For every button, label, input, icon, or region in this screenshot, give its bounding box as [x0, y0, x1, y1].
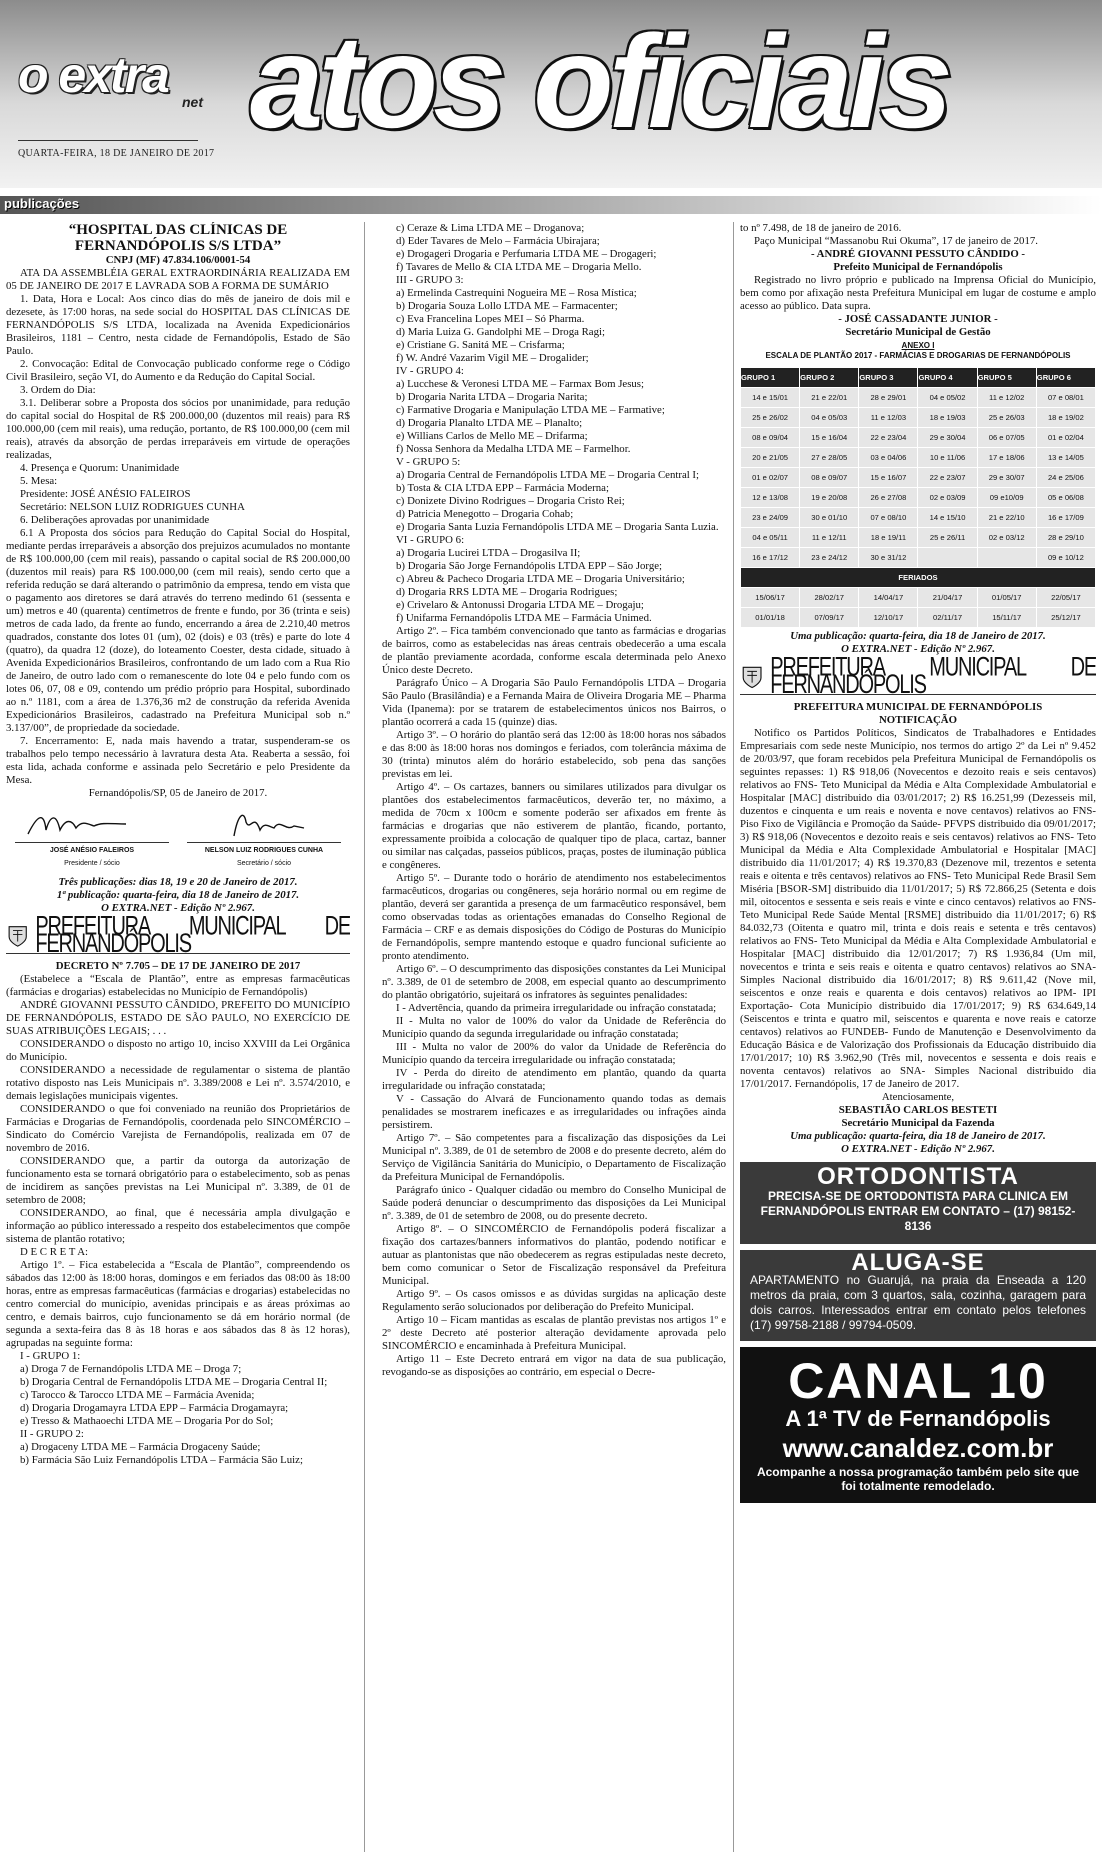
table-cell: 08 e 09/07 — [800, 468, 859, 488]
table-cell: 02/11/17 — [918, 608, 977, 628]
table-cell: 01/05/17 — [977, 588, 1036, 608]
list-item: c) Tarocco & Tarocco LTDA ME – Farmácia Avenida; — [20, 1389, 255, 1401]
table-row — [741, 508, 1096, 528]
ad-canal-10 — [740, 1347, 1096, 1503]
ad-title: ORTODONTISTA — [817, 1163, 1019, 1190]
article: Parágrafo único - Qualquer cidadão ou membro do Conselho Municipal de Saúde poderá denunciar o descumprimento das disposições da Lei Municipal nº. 3.389, de 01 de setembro de 2008, ou do presente decreto. — [382, 1184, 726, 1222]
paragraph: Registrado no livro próprio e publicado na Imprensa Oficial do Município, bem como por afixação nesta Prefeitura Municipal em lugar de costume e amplo acesso ao público. Data supra. — [740, 274, 1096, 312]
paragraph: CONSIDERANDO, ao final, que é necessária ampla divulgação e informação ao público interessado a respeito dos estabelecimentos que compõe sistema de plantão rotativo; — [6, 1207, 350, 1245]
newspaper-logo: o extra — [18, 47, 168, 103]
table-row — [741, 388, 1096, 408]
article: Artigo 7º. – São competentes para a fiscalização das disposições da Lei Municipal nº. 3.389, de 01 de setembro de 2008 e do presente decreto, além do Serviço de Vigilância Sanitária do Município, o Departamento de Fiscalização da Prefeitura Municipal de Fernandópolis. — [382, 1132, 726, 1183]
ad-subtitle: A 1ª TV de Fernandópolis — [785, 1406, 1051, 1431]
table-cell: 07/09/17 — [800, 608, 859, 628]
paragraph: 1. Data, Hora e Local: Aos cinco dias do mês de janeiro de dois mil e dezesete, às 17:00 horas, na sede social do HOSPITAL DAS CLÍNICAS DE FERNANDÓPOLIS S/S LTDA, localizada na Avenida Expedicionários Brasileiros, 1181 – Centro, nesta cidade de Fernandópolis, Estado de São Paulo. — [6, 293, 350, 357]
table-cell: 25 e 26/11 — [918, 528, 977, 548]
table-row — [741, 468, 1096, 488]
prefeitura-banner-text: PREFEITURA MUNICIPAL DE FERNANDÓPOLIS — [770, 652, 1096, 700]
table-cell: 06 e 07/05 — [977, 428, 1036, 448]
group-heading: I - GRUPO 1: — [20, 1350, 81, 1362]
publications-bar — [0, 196, 1102, 214]
table-cell: 02 e 03/09 — [918, 488, 977, 508]
list-item: b) Drogaria São Jorge Fernandópolis LTDA EPP – São Jorge; — [396, 560, 663, 572]
table-cell: 22/05/17 — [1036, 588, 1095, 608]
table-cell: 23 e 24/12 — [800, 548, 859, 568]
paragraph: 3. Ordem do Dia: — [20, 384, 96, 396]
paragraph: 4. Presença e Quorum: Unanimidade — [20, 462, 180, 474]
publication-note: Três publicações: dias 18, 19 e 20 de Janeiro de 2017. — [58, 876, 298, 888]
article: Artigo 6º. – O descumprimento das disposições constantes da Lei Municipal nº. 3.389, de 01 de setembro de 2008, em especial quanto ao descumprimento do plantão obrigatório, sujeitará os infratores às seguintes penalidades: — [382, 963, 726, 1001]
table-cell: 22 e 23/04 — [859, 428, 918, 448]
paragraph: CONSIDERANDO o disposto no artigo 10, inciso XXVIII da Lei Orgânica do Município. — [6, 1038, 350, 1063]
column-3 — [740, 222, 1096, 1852]
table-cell: 14 e 15/01 — [741, 388, 800, 408]
table-cell: 03 e 04/06 — [859, 448, 918, 468]
table-row — [741, 488, 1096, 508]
publication-note: 1ª publicação: quarta-feira, dia 18 de Janeiro de 2017. — [56, 889, 300, 901]
schedule-table — [740, 367, 1096, 628]
table-cell: 15 e 16/07 — [859, 468, 918, 488]
table-cell: 20 e 21/05 — [741, 448, 800, 468]
mayor-role: Prefeito Municipal de Fernandópolis — [833, 261, 1003, 273]
ad-body: APARTAMENTO no Guarujá, na praia da Enseada a 120 metros da praia, com 3 quartos, sala, cozinha, garagem para dois carros. Interessados entrar em contato pelos telefones (17) 99758-2188 / 99794-0509. — [750, 1273, 1086, 1332]
list-item: d) Eder Tavares de Melo – Farmácia Ubirajara; — [396, 235, 600, 247]
table-cell: 04 e 05/11 — [741, 528, 800, 548]
article: Artigo 5º. – Durante todo o horário de atendimento nos estabelecimentos farmacêuticos, drogarias ou congêneres, seja horário normal ou em regime de plantão, deverá ser garantida a presença de um farmacêutico responsável, bem como observadas todas as orientações emanadas do Conselho Regional de Farmácia – CRF e as demais disposições do Código de Posturas do Município de Fernandópolis, sempre mantendo estoque e quadro funcional suficiente ao pronto atendimento. — [382, 872, 726, 962]
list-item: b) Tosta & CIA LTDA EPP – Farmácia Moderna; — [396, 482, 609, 494]
table-cell: 19 e 20/08 — [800, 488, 859, 508]
table-cell — [977, 548, 1036, 568]
table-cell: 13 e 14/05 — [1036, 448, 1095, 468]
article: I - Advertência, quando da primeira irregularidade ou infração constatada; — [396, 1002, 717, 1014]
group-heading: II - GRUPO 2: — [20, 1428, 84, 1440]
column-divider — [733, 222, 734, 1852]
hospital-title: “HOSPITAL DAS CLÍNICAS DE FERNANDÓPOLIS S/S LTDA” — [68, 222, 288, 254]
paragraph: 6.1 A Proposta dos sócios para Redução do Capital Social do Hospital, mediante perdas irreparáveis a absorção dos prejuizos acumulados no montante de R$ 100.000,00 (cem mil reais), passando o capital social de R$ 200.000,00 (duzentos mil reais) para R$ 100.000,00 (cem mil reais), sendo certo que a referida redução se dará alterando o patrimônio da empresa, tendo em vista que o pagamento aos diretores se dará através do terreno medindo 61 (sessenta e um) metros e 40 (quarenta) centímetros de frente e fundo, por 36 (trinta e seis) metros de cada lado, da frente ao fundo, encerrando a área de 2.210,40 metros quadrados, constante dos lotes 01 (um), 02 (dois) e 03 (três) e parte do lote 4 (quatro), da quadra 12 (doze), do loteamento Coester, desta cidade, situado à Avenida Expedicionários Brasileiros, confrontando de um lado com a Rua Rio de Janeiro, de outro lado com o remanescente do lote 04 e pelo fundo com os lotes 06, 07, 08 e 09, contendo um prédio próprio para Hospital, subordinado ao n.º 1181, com a área de 1.376,36 m2 de construção da referida Avenida Expedicionários Brasileiros, cadastrado na Prefeitura Municipal sob n.º 3.137/00”, de propriedade da sociedade. — [6, 527, 350, 734]
table-cell: 07 e 08/01 — [1036, 388, 1095, 408]
paragraph: D E C R E T A: — [20, 1246, 88, 1258]
column-header: GRUPO 2 — [800, 368, 859, 388]
table-row — [741, 428, 1096, 448]
list-item: b) Drogaria Souza Lollo LTDA ME – Farmacenter; — [396, 300, 618, 312]
prefeitura-banner — [6, 911, 350, 959]
publication-note: O EXTRA.NET - Edição Nº 2.967. — [101, 902, 255, 914]
paragraph: Artigo 1º. – Fica estabelecida a “Escala de Plantão”, compreendendo os sábados das 12:00 às 18:00 horas, domingos e em feriados das 08:00 às 18:00 horas, entre as empresas farmacêuticas (farmácias e drogarias) estabelecidas no centro comercial do município, avenidas principais e as áreas próximas ao centro, e demais bairros, cujo funcionamento se dá em horário normal (de segunda a sexta-feira das 8 às 18 horas e aos sábados das 8 às 12 horas), agrupadas na seguinte forma: — [6, 1259, 350, 1349]
list-item: a) Lucchese & Veronesi LTDA ME – Farmax Bom Jesus; — [396, 378, 644, 390]
decree-title: DECRETO Nº 7.705 – DE 17 DE JANEIRO DE 2017 — [55, 960, 301, 972]
article: Artigo 3º. – O horário do plantão será das 12:00 às 18:00 horas nos sábados e das 8:00 às 18:00 horas nos domingos e feriados, com tolerância máxima de 30 (trinta) minutos além do horário estabelecido, sob pena das sanções previstas em lei. — [382, 729, 726, 780]
table-cell: 11 e 12/03 — [859, 408, 918, 428]
secretary-role: Secretário Municipal da Fazenda — [841, 1117, 995, 1129]
table-cell: 01 e 02/07 — [741, 468, 800, 488]
paragraph: Secretário: NELSON LUIZ RODRIGUES CUNHA — [20, 501, 245, 513]
table-cell: 11 e 12/02 — [977, 388, 1036, 408]
paragraph: Presidente: JOSÉ ANÉSIO FALEIROS — [20, 488, 191, 500]
annex-label: ANEXO I — [901, 341, 935, 350]
list-item: e) Drogaria Santa Luzia Fernandópolis LTDA ME – Drogaria Santa Luzia. — [396, 521, 719, 533]
table-cell: 12 e 13/08 — [741, 488, 800, 508]
feriados-header-row — [741, 568, 1096, 588]
paragraph: CONSIDERANDO o que foi conveniado na reunião dos Proprietários de Farmácias e Drogarias de Fernandópolis, coordenada pelo SINCOMÉRCIO – Sindicato do Comércio Varejista de Fernandópolis, realizada em 07 de novembro de 2016. — [6, 1103, 350, 1154]
table-cell: 04 e 05/03 — [800, 408, 859, 428]
notification-body: Notifico os Partidos Políticos, Sindicatos de Trabalhadores e Entidades Empresariais com sede neste Município, nos termos do artigo 2º da Lei nº 9.452 de 20/03/97, que foram recebidos pela Prefeitura Municipal de Fernandópolis os seguintes repasses: 1) R$ 918,06 (Novecentos e dezoito reais e seis centavos) relativos ao FNS- Teto Municipal da Média e Alta Complexidade Ambulatorial e Hospitalar [MAC] distribuido dia 03/01/2017; 2) R$ 16.251,99 (Dezesseis mil, duzentos e cinquenta e um reais e noventa e nove centavos) relativos ao FNS- Piso Fixo de Vigilância e Promoção da Saúde- PFVPS distribuido dia 09/01/2017; 3) R$ 918,06 (Novecentos e dezoito reais e seis centavos) relativos ao FNS- Teto Municipal da Média e Alta Complexidade Ambulatorial e Hospitalar [MAC] distribuido dia 11/01/2017; 4) R$ 19.370,83 (Dezenove mil, trezentos e setenta reais e oitenta e três centavos) relativos ao FNS- Teto Municipal Rede Brasil Sem Miséria [BSOR-SM] distribuido dia 11/01/2017; 5) R$ 72.866,25 (Setenta e dois mil, oitocentos e sessenta e seis reais e vinte e cinco centavos) relativos ao FNS- Teto Municipal Rede Saúde Mental [RSME] distribuido dia 11/01/2017; 6) R$ 84.032,73 (Oitenta e quatro mil, trinta e dois reais e setenta e três centavos) relativos ao FNS- Teto Municipal da Média e Alta Complexidade Ambulatorial e Hospitalar [MAC] distribuido dia 12/01/2017; 7) R$ 1.936,84 (Um mil, novecentos e trinta e seis reais e oitenta e quatro centavos) relativos ao SNA- Simples Nacional distribuido dia 16/01/2017; 8) R$ 9.611,42 (Nove mil, seiscentos e onze reais e quarenta e dois centavos) relativos ao IPM- IPI Exportação- Cota Município distribuido dia 17/01/2017; 9) R$ 634.649,14 (Seiscentos e trinta e quatro mil, seiscentos e quarenta e nove reais e catorze centavos) relativos ao FUNDEB- Fundo de Manutenção e Desenvolvimento da Educação Básica e de Valorização dos Profissionais da Educação distribuido dia 17/01/2017; 10) R$ 3.962,90 (Três mil, novecentos e sessenta e dois reais e noventa centavos) relativos ao SNA- Simples Nacional distribuido dia 17/01/2017. Fernandópolis, 17 de Janeiro de 2017. — [740, 727, 1096, 1090]
table-cell: 24 e 25/06 — [1036, 468, 1095, 488]
list-item: e) Drogageri Drogaria e Perfumaria LTDA ME – Drogageri; — [396, 248, 657, 260]
ad-ortodontista — [740, 1162, 1096, 1244]
list-item: a) Drogaria Central de Fernandópolis LTDA ME – Drogaria Central I; — [396, 469, 700, 481]
notification-heading: NOTIFICAÇÃO — [879, 714, 957, 726]
list-item: a) Ermelinda Castrequini Nogueira ME – Rosa Mística; — [396, 287, 637, 299]
table-cell: 15/06/17 — [741, 588, 800, 608]
table-cell: 14/04/17 — [859, 588, 918, 608]
table-cell: 11 e 12/11 — [800, 528, 859, 548]
ata-heading: ATA DA ASSEMBLÉIA GERAL EXTRAORDINÁRIA REALIZADA EM 05 DE JANEIRO DE 2017 E LAVRADA SOB A FORMA DE SUMÁRIO — [6, 267, 350, 292]
table-cell: 29 e 30/04 — [918, 428, 977, 448]
table-cell: 27 e 28/05 — [800, 448, 859, 468]
table-cell: 15/11/17 — [977, 608, 1036, 628]
feriados-label: FERIADOS — [741, 568, 1096, 588]
signature-block — [187, 808, 342, 870]
table-cell: 21 e 22/10 — [977, 508, 1036, 528]
table-cell: 29 e 30/07 — [977, 468, 1036, 488]
list-item: f) Tavares de Mello & CIA LTDA ME – Drogaria Mello. — [396, 261, 642, 273]
table-cell: 21/04/17 — [918, 588, 977, 608]
ad-body: Acompanhe a nossa programação também pelo site que foi totalmente remodelado. — [756, 1465, 1080, 1493]
hospital-cnpj: CNPJ (MF) 47.834.106/0001-54 — [105, 254, 251, 266]
table-cell: 15 e 16/04 — [800, 428, 859, 448]
table-cell: 21 e 22/01 — [800, 388, 859, 408]
list-item: d) Maria Luiza G. Gandolphi ME – Droga Ragi; — [396, 326, 605, 338]
group-heading: IV - GRUPO 4: — [396, 365, 464, 377]
feriados-row — [741, 588, 1096, 608]
column-1 — [6, 222, 350, 1852]
list-item: f) Nossa Senhora da Medalha LTDA ME – Farmelhor. — [396, 443, 631, 455]
mayor-name: - ANDRÉ GIOVANNI PESSUTO CÂNDIDO - — [810, 248, 1026, 260]
table-cell: 16 e 17/09 — [1036, 508, 1095, 528]
column-header: GRUPO 6 — [1036, 368, 1095, 388]
table-cell: 08 e 09/04 — [741, 428, 800, 448]
table-row — [741, 548, 1096, 568]
publication-note: Uma publicação: quarta-feira, dia 18 de Janeiro de 2017. — [790, 1130, 1046, 1142]
signer-role: Secretário / sócio — [236, 860, 292, 867]
ad-body: PRECISA-SE DE ORTODONTISTA PARA CLINICA EM FERNANDÓPOLIS ENTRAR EM CONTATO – (17) 98152-8136 — [760, 1189, 1076, 1233]
table-cell: 30 e 31/12 — [859, 548, 918, 568]
group-heading: VI - GRUPO 6: — [396, 534, 465, 546]
article: Artigo 9º. – Os casos omissos e as dúvidas surgidas na aplicação deste Regulamento serão solucionados por deliberação do Prefeito Municipal. — [382, 1288, 726, 1313]
list-item: d) Drogaria RRS LDTA ME – Drogaria Rodrigues; — [396, 586, 618, 598]
masthead — [0, 0, 1102, 188]
list-item: a) Drogaceny LTDA ME – Farmácia Drogaceny Saúde; — [20, 1441, 261, 1453]
paragraph: CONSIDERANDO a necessidade de regulamentar o sistema de plantão rotativo disposto nas Leis Municipais nº. 3.389/2008 e Lei nº. 3.574/2010, e demais legislações municipais vigentes. — [6, 1064, 350, 1102]
article: IV - Perda do direito de atendimento em plantão, quando da quarta irregularidade ou infração constatada; — [382, 1067, 726, 1092]
paragraph: 2. Convocação: Edital de Convocação publicado conforme rege o Código Civil Brasileiro, seção VI, do Aumento e da Redução do Capital Social. — [6, 358, 350, 383]
table-cell: 07 e 08/10 — [859, 508, 918, 528]
coat-of-arms-icon — [740, 662, 764, 692]
publications-label: publicações — [4, 196, 80, 211]
table-cell: 02 e 03/12 — [977, 528, 1036, 548]
signatures — [6, 808, 350, 870]
list-item: c) Abreu & Pacheco Drogaria LTDA ME – Drogaria Universitário; — [396, 573, 685, 585]
list-item: d) Patricia Menegotto – Drogaria Cohab; — [396, 508, 574, 520]
decree-ementa: (Estabelece a “Escala de Plantão”, entre as empresas farmacêuticas (farmácias e drogarias) estabelecidas no Município de Fernandópolis) — [6, 973, 350, 998]
list-item: b) Drogaria Narita LTDA – Drogaria Narita; — [396, 391, 588, 403]
closing: Atenciosamente, — [881, 1091, 955, 1103]
secretary-name: SEBASTIÃO CARLOS BESTETI — [838, 1104, 998, 1116]
notification-heading: PREFEITURA MUNICIPAL DE FERNANDÓPOLIS — [793, 701, 1043, 713]
publication-note: Uma publicação: quarta-feira, dia 18 de Janeiro de 2017. — [790, 630, 1046, 642]
paragraph: CONSIDERANDO que, a partir da outorga da autorização de funcionamento esta se tornará obrigatório para o estabelecimento, sob as penas de incidirem as sanções previstas na Lei Municipal nº. 3.389, de 01 de setembro de 2008; — [6, 1155, 350, 1206]
list-item: e) Crivelaro & Antonussi Drogaria LTDA ME – Drogaju; — [396, 599, 644, 611]
secretary-name: - JOSÉ CASSADANTE JUNIOR - — [838, 313, 998, 325]
article: V - Cassação do Alvará de Funcionamento quando todas as demais penalidades se mostrarem ineficazes e as irregularidades ou infrações ainda persistirem. — [382, 1093, 726, 1131]
signer-name: NELSON LUIZ RODRIGUES CUNHA — [187, 842, 342, 857]
list-item: c) Ceraze & Lima LTDA ME – Droganova; — [396, 222, 585, 234]
list-item: c) Donizete Divino Rodrigues – Drogaria Cristo Rei; — [396, 495, 625, 507]
secretary-role: Secretário Municipal de Gestão — [845, 326, 991, 338]
list-item: f) W. André Vazarim Vigil ME – Drogalider; — [396, 352, 589, 364]
table-cell: 25 e 26/02 — [741, 408, 800, 428]
list-item: e) Tresso & Mathaoechi LTDA ME – Drogaria Por do Sol; — [20, 1415, 274, 1427]
table-cell: 28 e 29/10 — [1036, 528, 1095, 548]
table-cell: 16 e 17/12 — [741, 548, 800, 568]
ad-title: CANAL 10 — [788, 1353, 1048, 1409]
section-title: atos oficiais — [250, 8, 948, 155]
table-cell: 04 e 05/02 — [918, 388, 977, 408]
list-item: f) Unifarma Fernandópolis LTDA ME – Farmácia Unimed. — [396, 612, 652, 624]
ad-url: www.canaldez.com.br — [782, 1433, 1054, 1463]
paragraph: to nº 7.498, de 18 de janeiro de 2016. — [740, 222, 902, 234]
table-cell: 17 e 18/06 — [977, 448, 1036, 468]
ad-aluga-se — [740, 1250, 1096, 1341]
list-item: d) Drogaria Drogamayra LTDA EPP – Farmácia Drogamayra; — [20, 1402, 289, 1414]
article: Artigo 4º. – Os cartazes, banners ou similares utilizados para divulgar os plantões dos estabelecimentos farmacêuticos, deverão ter, no máximo, a medida de 70cm x 100cm e somente poderão ser afixados em frente às farmácias e drogarias que não estiverem de plantão, ficando, portanto, expressamente proibida a colocação de qualquer tipo de placa, cartaz, banner ou similar nas calçadas, passeios públicos, praças, postes de iluminação pública e congêneres. — [382, 781, 726, 871]
masthead-rule — [18, 140, 198, 141]
table-cell: 14 e 15/10 — [918, 508, 977, 528]
paragraph: ANDRÉ GIOVANNI PESSUTO CÂNDIDO, PREFEITO DO MUNICÍPIO DE FERNANDÓPOLIS, ESTADO DE SÃO PAULO, NO EXERCÍCIO DE SUAS ATRIBUIÇÕES LEGAIS; . . . — [6, 999, 350, 1037]
article: III - Multa no valor de 200% do valor da Unidade de Referência do Município quando da terceira irregularidade ou infração constatada; — [382, 1041, 726, 1066]
table-row — [741, 448, 1096, 468]
list-item: a) Drogaria Lucirei LTDA – Drogasilva II; — [396, 547, 581, 559]
signer-role: Presidente / sócio — [64, 860, 120, 867]
group-heading: III - GRUPO 3: — [396, 274, 464, 286]
column-divider — [364, 222, 365, 1852]
schedule-title: ESCALA DE PLANTÃO 2017 - FARMÁCIAS E DROGARIAS DE FERNANDÓPOLIS — [765, 351, 1071, 360]
column-header: GRUPO 5 — [977, 368, 1036, 388]
column-header: GRUPO 3 — [859, 368, 918, 388]
newspaper-logo-net: net — [182, 94, 203, 110]
table-cell: 25/12/17 — [1036, 608, 1095, 628]
paragraph: 5. Mesa: — [20, 475, 58, 487]
publication-note: O EXTRA.NET - Edição Nº 2.967. — [841, 1143, 995, 1155]
prefeitura-banner-text: PREFEITURA MUNICIPAL DE FERNANDÓPOLIS — [35, 911, 350, 959]
table-row — [741, 408, 1096, 428]
prefeitura-banner — [740, 652, 1096, 700]
table-cell: 12/10/17 — [859, 608, 918, 628]
paragraph: 7. Encerramento: E, nada mais havendo a tratar, suspenderam-se os trabalhos pelo tempo necessário à lavratura desta Ata. Reaberta a sessão, foi esta lida, achada conforme e assinada pelo Secretário e pelo Presidente da Mesa. — [6, 735, 350, 786]
list-item: d) Drogaria Planalto LTDA ME – Planalto; — [396, 417, 583, 429]
list-item: b) Drogaria Central de Fernandópolis LTDA ME – Drogaria Central II; — [20, 1376, 328, 1388]
coat-of-arms-icon — [6, 921, 29, 951]
signature-block — [15, 808, 170, 870]
signature-icon — [194, 808, 334, 842]
column-header: GRUPO 4 — [918, 368, 977, 388]
table-cell: 28/02/17 — [800, 588, 859, 608]
table-row — [741, 528, 1096, 548]
article: Artigo 8º. – O SINCOMÉRCIO de Fernandópolis poderá fiscalizar a fixação dos cartazes/banners informativos do plantão, podendo notificar e autuar as plantonistas que não obedecerem as regras estipuladas neste decreto, bem como comunicar o Setor de Fiscalização responsável da Prefeitura Municipal. — [382, 1223, 726, 1287]
table-cell: 18 e 19/02 — [1036, 408, 1095, 428]
signature-icon — [22, 808, 162, 842]
group-heading: V - GRUPO 5: — [396, 456, 461, 468]
table-cell: 01 e 02/04 — [1036, 428, 1095, 448]
issue-date: QUARTA-FEIRA, 18 DE JANEIRO DE 2017 — [18, 148, 215, 159]
table-cell: 01/01/18 — [741, 608, 800, 628]
article: Parágrafo Único – A Drogaria São Paulo Fernandópolis LTDA – Drogaria São Paulo (Brasilândia) e a Fernanda Maira de Oliveira Drogaria ME – Pharma Vida (Ipanema): por se tratarem de estabelecimentos únicos nos Bairros, o plantão ocorrerá a cada 15 (quinze) dias. — [382, 677, 726, 728]
list-item: b) Farmácia São Luiz Fernandópolis LTDA – Farmácia São Luiz; — [20, 1454, 303, 1466]
article: Artigo 10 – Ficam mantidas as escalas de plantão previstas nos artigos 1º e 2º deste Decreto até posterior alteração devidamente aprovada pelo SINCOMÉRCIO e encaminhada à Prefeitura Municipal. — [382, 1314, 726, 1352]
article: Artigo 11 – Este Decreto entrará em vigor na data de sua publicação, revogando-se as disposições ao contrário, em especial o Decre- — [382, 1353, 726, 1378]
column-2 — [382, 222, 726, 1852]
paragraph: Paço Municipal “Massanobu Rui Okuma”, 17 de janeiro de 2017. — [754, 235, 1038, 247]
article: II - Multa no valor de 100% do valor da Unidade de Referência do Município quando da segunda irregularidade ou infração constatada; — [382, 1015, 726, 1040]
column-header: GRUPO 1 — [741, 368, 800, 388]
table-cell: 30 e 01/10 — [800, 508, 859, 528]
table-cell: 09 e10/09 — [977, 488, 1036, 508]
table-cell: 28 e 29/01 — [859, 388, 918, 408]
paragraph: 3.1. Deliberar sobre a Proposta dos sócios por unanimidade, para redução do capital social do Hospital de R$ 200.000,00 (duzentos mil reais) para R$ 100.000,00 (cem mil reais), uma redução, portanto, de R$ 100.000,00 (cem mil reais), através da absorção de perdas irreparáveis em virtude de operações realizadas, — [6, 397, 350, 461]
list-item: c) Farmative Drogaria e Manipulação LTDA ME – Farmative; — [396, 404, 665, 416]
paragraph: 6. Deliberações aprovadas por unanimidade — [20, 514, 210, 526]
table-cell: 22 e 23/07 — [918, 468, 977, 488]
place-date: Fernandópolis/SP, 05 de Janeiro de 2017. — [88, 787, 268, 799]
table-cell: 26 e 27/08 — [859, 488, 918, 508]
table-cell: 10 e 11/06 — [918, 448, 977, 468]
table-cell: 23 e 24/09 — [741, 508, 800, 528]
table-cell — [918, 548, 977, 568]
table-header-row — [741, 368, 1096, 388]
list-item: e) Cristiane G. Sanitá ME – Crisfarma; — [396, 339, 565, 351]
table-cell: 18 e 19/11 — [859, 528, 918, 548]
table-cell: 25 e 26/03 — [977, 408, 1036, 428]
signer-name: JOSÉ ANÉSIO FALEIROS — [15, 842, 170, 857]
table-cell: 09 e 10/12 — [1036, 548, 1095, 568]
ad-title: ALUGA-SE — [851, 1249, 985, 1276]
article: Artigo 2º. – Fica também convencionado que tanto as farmácias e drogarias de bairros, como as estabelecidas nas áreas centrais obedecerão a uma escala de plantão previamente acordada, conforme escala determinada pelo Anexo Único deste Decreto. — [382, 625, 726, 676]
feriados-row — [741, 608, 1096, 628]
list-item: e) Willians Carlos de Mello ME – Drifarma; — [396, 430, 588, 442]
list-item: c) Eva Francelina Lopes MEI – Só Pharma. — [396, 313, 585, 325]
table-cell: 05 e 06/08 — [1036, 488, 1095, 508]
table-cell: 18 e 19/03 — [918, 408, 977, 428]
publication-note: O EXTRA.NET - Edição Nº 2.967. — [841, 643, 995, 655]
list-item: a) Droga 7 de Fernandópolis LTDA ME – Droga 7; — [20, 1363, 242, 1375]
